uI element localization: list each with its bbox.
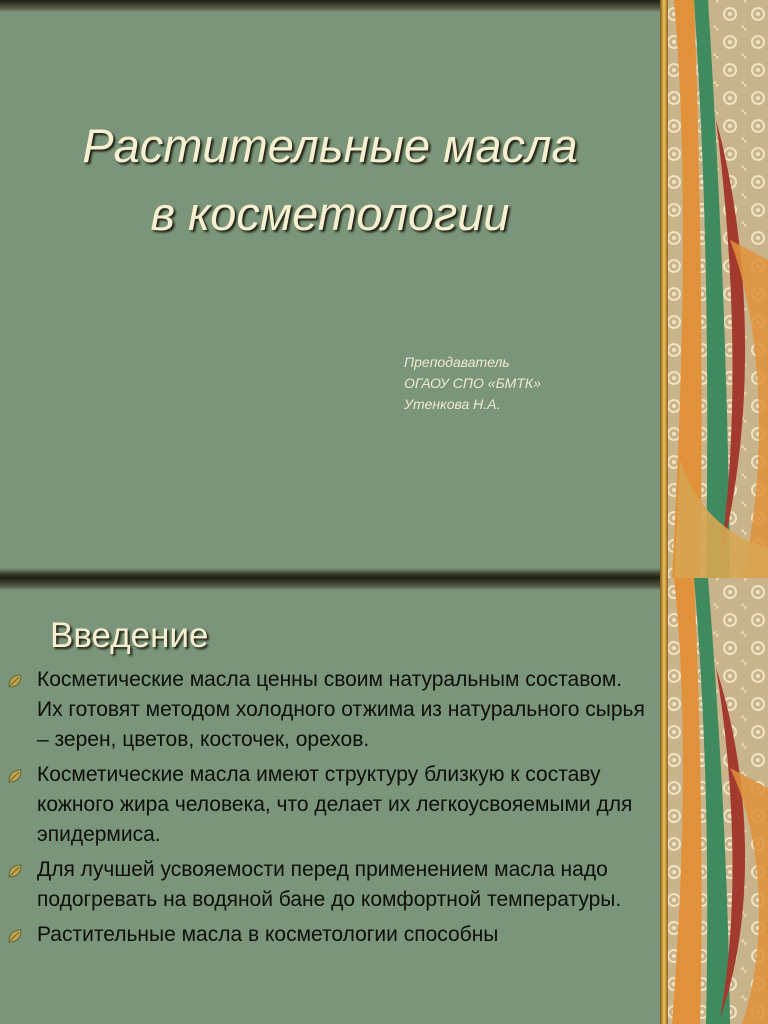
- section-heading: Введение: [50, 616, 209, 655]
- leaf-bullet-icon: [7, 673, 23, 689]
- bullet-list: [0, 665, 650, 955]
- leaf-bullet-icon: [7, 768, 23, 784]
- introduction-slide: [0, 578, 768, 1024]
- author-organization: ОГАОУ СПО «БМТК»: [404, 375, 541, 391]
- decorative-side-panel: [660, 578, 768, 1024]
- leaf-bullet-icon: [7, 928, 23, 944]
- bullet-text: Косметические масла имеют структуру близкую к составу кожного жира человека, что делает их легкоусвояемыми для эпидермиса.: [37, 763, 633, 846]
- bullet-text: Косметические масла ценны своим натуральным составом. Их готовят методом холодного отжима из натурального сырья – зерен, цветов, косточек, орехов.: [37, 668, 645, 751]
- decorative-side-panel: [660, 0, 768, 578]
- author-info: [404, 352, 541, 415]
- title-line-1: Растительные масла: [82, 119, 578, 172]
- slide-top-border: [0, 578, 660, 590]
- leaf-bullet-icon: [7, 863, 23, 879]
- list-item: [0, 920, 650, 950]
- presentation-title: [0, 112, 660, 248]
- bullet-text: Для лучшей усвояемости перед применением масла надо подогревать на водяной бане до комфортной температуры.: [37, 858, 622, 911]
- title-line-2: в косметологии: [150, 187, 510, 240]
- author-role: Преподаватель: [404, 354, 510, 370]
- list-item: [0, 855, 650, 915]
- author-name: Утенкова Н.А.: [404, 396, 501, 412]
- slide-top-border: [0, 0, 660, 12]
- slide-bottom-border: [0, 568, 660, 578]
- list-item: [0, 665, 650, 755]
- bullet-text: Растительные масла в косметологии способны: [37, 923, 499, 946]
- list-item: [0, 760, 650, 850]
